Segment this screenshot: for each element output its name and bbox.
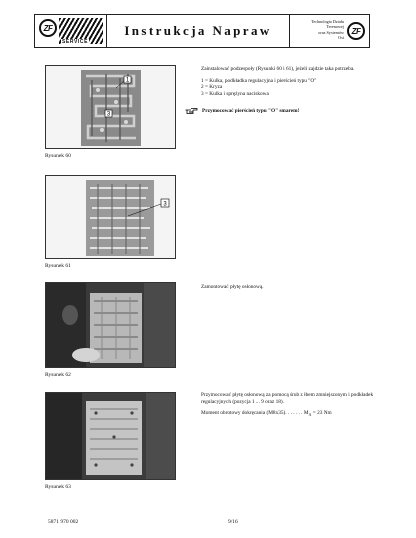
step-2-text: Zamontować płytę osłonową. — [201, 284, 264, 290]
grease-note-text: Przymocować pierścień typu "O" smarem! — [202, 108, 300, 115]
header-department — [289, 15, 369, 47]
document-number: 5871 970 002 — [48, 519, 79, 525]
figure-61-photo — [45, 175, 176, 259]
page-title: Instrukcja Napraw — [124, 23, 272, 38]
step-2-instructions — [201, 284, 381, 296]
figure-61-caption: Rysunek 61 — [45, 263, 71, 269]
legend-item: 1 = Kulka, podkładka regulacyjna i pierścień typu "O" — [201, 77, 317, 84]
service-label: SERVICE — [62, 39, 89, 45]
housing-photo — [46, 393, 176, 480]
valve-plate-image — [46, 66, 176, 149]
department-text: Technologia Działu Terenowej oraz Systemów Osi — [311, 19, 344, 41]
valve-plate-image — [46, 176, 176, 259]
legend-item: 2 = Kryza — [201, 84, 223, 91]
step-1-legend — [201, 78, 381, 98]
figure-60-photo — [45, 65, 176, 149]
grease-note — [185, 107, 381, 115]
callout-1: 1 — [125, 77, 130, 84]
page-number: 9/16 — [228, 519, 238, 525]
step-1-instructions — [201, 66, 381, 115]
zf-logo-icon-right: ZF — [347, 22, 365, 40]
torque-spec: Moment obrotowy dokręcania (M8x35). . . . . . . $M_A = 23$ Nm — [201, 410, 332, 418]
figure-63-photo — [45, 392, 176, 480]
callout-3: 3 — [163, 201, 167, 208]
page-header — [34, 14, 370, 48]
legend-item: 3 = Kulka i sprężyna naciskowa — [201, 90, 269, 97]
figure-60-caption: Rysunek 60 — [45, 153, 71, 159]
pointing-hand-icon — [185, 107, 198, 115]
zf-logo-icon: ZF — [39, 19, 57, 37]
figure-62-photo — [45, 282, 176, 368]
housing-photo — [46, 283, 176, 368]
callout-3: 3 — [106, 111, 111, 118]
step-3-instructions — [201, 392, 381, 424]
step-1-intro: Zainstalować podzespoły (Rysunki 60 i 61), jeżeli zajdzie taka potrzeba. — [201, 66, 355, 72]
figure-62-caption: Rysunek 62 — [45, 372, 71, 378]
zf-service-logo — [35, 15, 107, 47]
figure-63-caption: Rysunek 63 — [45, 484, 71, 490]
step-3-text: Przymocować płytę osłonową za pomocą śrub z łbem zmniejszonym i podkładek regulacyjnych (pozycja 1 ... 9 oraz 18). — [201, 392, 374, 405]
